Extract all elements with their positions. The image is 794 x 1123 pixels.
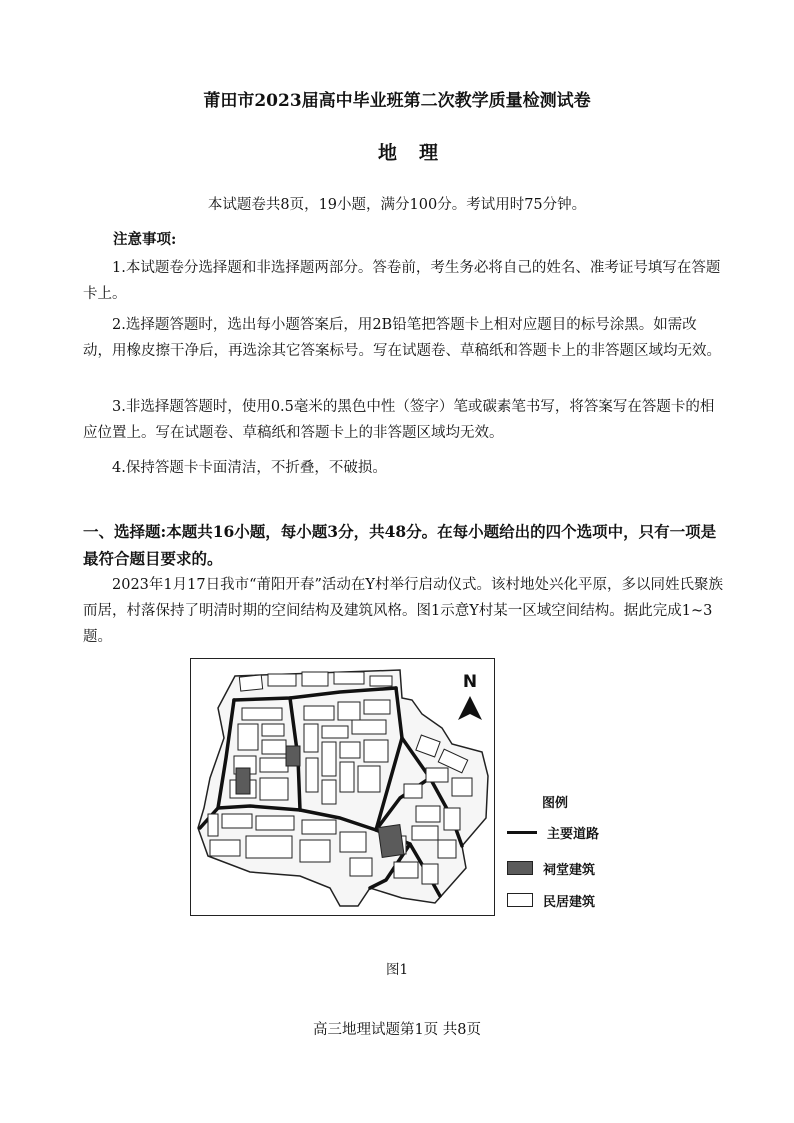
figure-caption: 图1 <box>385 962 409 978</box>
north-label: N <box>462 672 478 692</box>
legend-label: 民居建筑 <box>543 894 596 910</box>
note-item-3: 3.非选择题答题时，使用0.5毫米的黑色中性（签字）笔或碳素笔书写，将答案写在答题卡的相应位置上。写在试题卷、草稿纸和答题卡上的非答题区域均无效。 <box>83 399 715 441</box>
dark-box-icon <box>507 861 533 875</box>
legend-title: 图例 <box>542 796 569 811</box>
note-item-2: 2.选择题答题时，选出每小题答案后，用2B铅笔把答题卡上相对应题目的标号涂黑。如需改动，用橡皮擦干净后，再选涂其它答案标号。写在试题卷、草稿纸和答题卡上的非答题区域均无效。 <box>83 317 721 359</box>
page-footer: 高三地理试题第1页 共8页 <box>312 1022 482 1038</box>
legend-item-hall <box>507 858 595 878</box>
subject-title: 地理 <box>377 142 460 164</box>
road-line-icon <box>507 831 537 834</box>
legend-item-road <box>507 822 599 842</box>
question-stem: 2023年1月17日我市“莆阳开春”活动在Y村举行启动仪式。该村地处兴化平原，多以同姓氏聚族而居，村落保持了明清时期的空间结构及建筑风格。图1示意Y村某一区域空间结构。据此完成1~3题。 <box>83 577 723 645</box>
exam-intro: 本试题卷共8页，19小题，满分100分。考试用时75分钟。 <box>207 197 587 213</box>
white-box-icon <box>507 893 533 907</box>
note-item-1: 1.本试题卷分选择题和非选择题两部分。答卷前，考生务必将自己的姓名、准考证号填写在答题卡上。 <box>83 260 721 302</box>
village-map <box>190 658 495 916</box>
legend-label: 主要道路 <box>547 826 600 842</box>
exam-title: 莆田市2023届高中毕业班第二次教学质量检测试卷 <box>203 91 591 111</box>
legend-item-house <box>507 890 595 910</box>
notes-heading: 注意事项: <box>113 231 177 248</box>
legend-label: 祠堂建筑 <box>543 862 596 878</box>
north-arrow-icon <box>456 694 484 722</box>
section-heading: 一、选择题:本题共16小题，每小题3分，共48分。在每小题给出的四个选项中，只有一项是最符合题目要求的。 <box>83 522 717 568</box>
note-item-4: 4.保持答题卡卡面清洁，不折叠，不破损。 <box>112 460 387 476</box>
